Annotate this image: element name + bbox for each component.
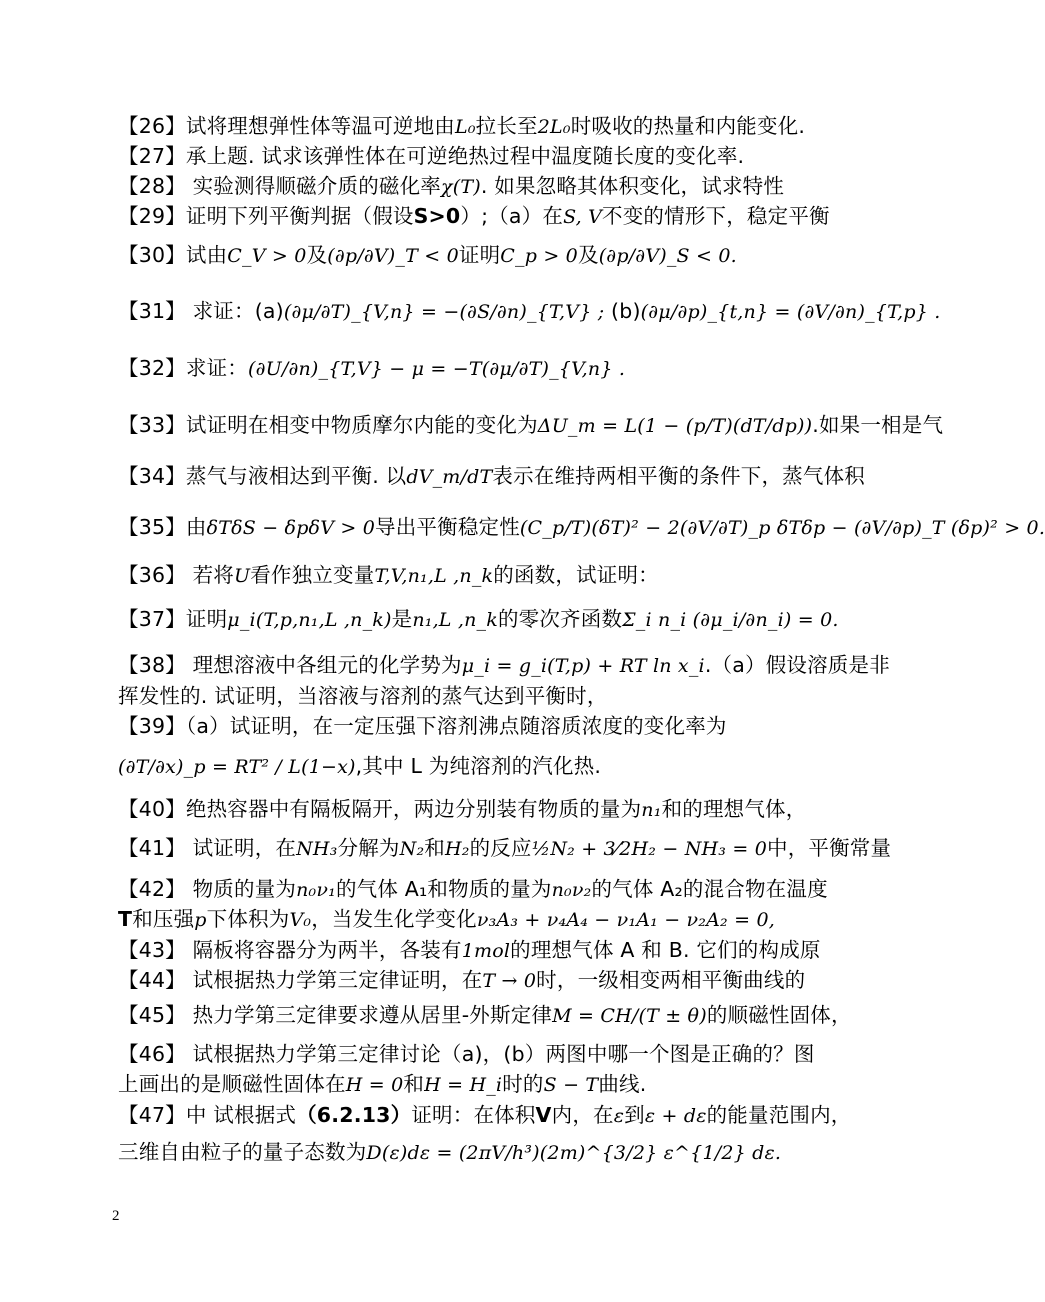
problem-33: 【33】试证明在相变中物质摩尔内能的变化为ΔU_m = L(1 − (p/T)(dT/dp)).如果一相是气 — [118, 413, 944, 437]
problem-31: 【31】 求证：(a)(∂μ/∂T)_{V,n} = −(∂S/∂n)_{T,V} ; (b)(∂μ/∂p)_{t,n} = (∂V/∂n)_{T,p} . — [118, 299, 941, 323]
problem-38-cont: 挥发性的. 试证明，当溶液与溶剂的蒸气达到平衡时， — [118, 684, 608, 708]
problem-41: 【41】 试证明，在NH₃分解为N₂和H₂的反应½N₂ + 3⁄2H₂ − NH₃ = 0中，平衡常量 — [118, 836, 892, 860]
page-number: 2 — [112, 1208, 120, 1224]
problem-46: 【46】 试根据热力学第三定律讨论（a)，(b）两图中哪一个图是正确的？图 — [118, 1042, 815, 1066]
problem-26: 【26】试将理想弹性体等温可逆地由L₀拉长至2L₀时吸收的热量和内能变化. — [118, 114, 806, 138]
problem-39: 【39】（a）试证明，在一定压强下溶剂沸点随溶质浓度的变化率为 — [118, 714, 727, 738]
problem-46-cont: 上画出的是顺磁性固体在H = 0和H = H_i时的S − T曲线. — [118, 1072, 647, 1096]
problem-38: 【38】 理想溶液中各组元的化学势为μ_i = g_i(T,p) + RT ln x_i.（a）假设溶质是非 — [118, 653, 890, 677]
problem-28: 【28】 实验测得顺磁介质的磁化率χ(T). 如果忽略其体积变化，试求特性 — [118, 174, 785, 198]
problem-40: 【40】绝热容器中有隔板隔开，两边分别装有物质的量为n₁和的理想气体， — [118, 797, 807, 821]
problem-36: 【36】 若将U看作独立变量T,V,n₁,L ,n_k的函数，试证明： — [118, 563, 659, 587]
problem-39-formula: (∂T/∂x)_p = RT² / L(1−x),其中 L 为纯溶剂的汽化热. — [118, 754, 602, 778]
problem-43: 【43】 隔板将容器分为两半，各装有1mol的理想气体 A 和 B. 它们的构成原 — [118, 938, 821, 962]
problem-37: 【37】证明μ_i(T,p,n₁,L ,n_k)是n₁,L ,n_k的零次齐函数Σ_i n_i (∂μ_i/∂n_i) = 0. — [118, 607, 839, 631]
problem-47: 【47】中 试根据式（6.2.13）证明：在体积V内，在ε到ε + dε的能量范围内， — [118, 1103, 852, 1127]
problem-34: 【34】蒸气与液相达到平衡. 以dV_m/dT表示在维持两相平衡的条件下，蒸气体积 — [118, 464, 865, 488]
problem-30: 【30】试由C_V > 0及(∂p/∂V)_T < 0证明C_p > 0及(∂p/∂V)_S < 0. — [118, 243, 737, 267]
problem-47-cont: 三维自由粒子的量子态数为D(ε)dε = (2πV/h³)(2m)^{3/2} ε^{1/2} dε. — [118, 1140, 782, 1164]
problem-32: 【32】求证：(∂U/∂n)_{T,V} − μ = −T(∂μ/∂T)_{V,n} . — [118, 356, 626, 380]
problem-35: 【35】由δTδS − δpδV > 0导出平衡稳定性(C_p/T)(δT)² − 2(∂V/∂T)_p δTδp − (∂V/∂p)_T (δp)² > 0. — [118, 515, 1045, 539]
problem-44: 【44】 试根据热力学第三定律证明，在T → 0时，一级相变两相平衡曲线的 — [118, 968, 806, 992]
problem-45: 【45】 热力学第三定律要求遵从居里-外斯定律M = CH/(T ± θ)的顺磁性固体， — [118, 1003, 852, 1027]
problem-42: 【42】 物质的量为n₀ν₁的气体 A₁和物质的量为n₀ν₂的气体 A₂的混合物在温度 — [118, 877, 828, 901]
problem-29: 【29】证明下列平衡判据（假设S>0）;（a）在S, V不变的情形下，稳定平衡 — [118, 204, 830, 228]
problem-42-cont: T和压强p下体积为V₀，当发生化学变化ν₃A₃ + ν₄A₄ − ν₁A₁ − ν₂A₂ = 0, — [118, 907, 775, 931]
problem-27: 【27】承上题. 试求该弹性体在可逆绝热过程中温度随长度的变化率. — [118, 144, 745, 168]
